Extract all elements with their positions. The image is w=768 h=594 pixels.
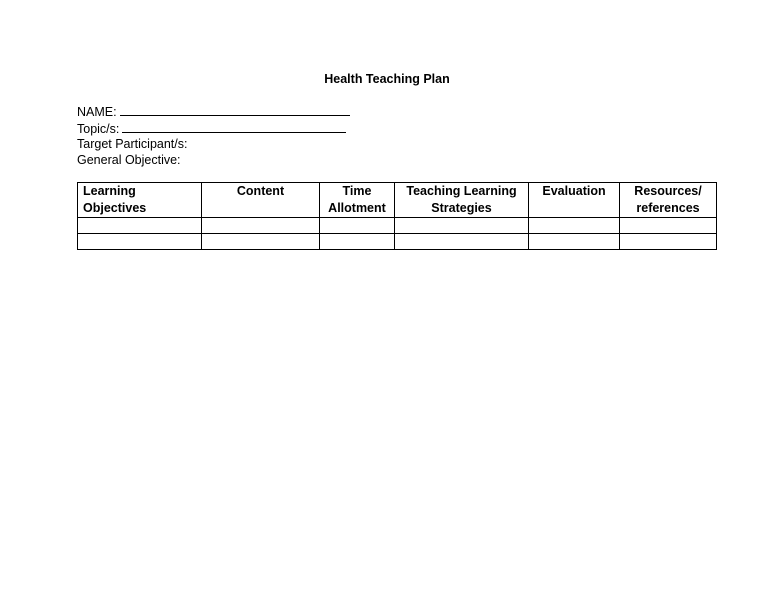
table-row [78,218,717,234]
header-evaluation [529,183,620,218]
name-blank-line[interactable] [120,103,350,116]
header-teaching-learning-strategies-line2: Strategies [431,201,492,215]
table-cell[interactable] [395,234,529,250]
general-objective-label: General Objective: [77,153,181,167]
table-row [78,234,717,250]
teaching-plan-table [77,182,717,250]
header-learning-objectives [78,183,202,218]
table-cell[interactable] [202,234,320,250]
table-cell[interactable] [395,218,529,234]
header-time-allotment-line2: Allotment [328,201,386,215]
table-cell[interactable] [620,234,717,250]
header-teaching-learning-strategies [395,183,529,218]
general-objective-field [77,152,181,168]
table-header-row [78,183,717,218]
target-participant-field [77,136,187,152]
header-resources-references [620,183,717,218]
table-cell[interactable] [529,234,620,250]
header-time-allotment-line1: Time [342,184,372,198]
topic-field [77,120,346,137]
table-cell[interactable] [529,218,620,234]
table-cell[interactable] [78,218,202,234]
name-field [77,103,350,120]
table-cell[interactable] [620,218,717,234]
header-learning-objectives-line1: Learning Objectives [83,184,147,215]
topic-label: Topic/s: [77,122,120,136]
header-evaluation-line1: Evaluation [542,184,606,198]
name-label: NAME: [77,105,117,119]
header-content [202,183,320,218]
topic-blank-line[interactable] [122,120,346,133]
table-cell[interactable] [320,218,395,234]
header-content-line1: Content [236,184,285,198]
document-title: Health Teaching Plan [324,72,450,86]
table-cell[interactable] [320,234,395,250]
target-participant-label: Target Participant/s: [77,137,188,151]
table-cell[interactable] [78,234,202,250]
header-time-allotment [320,183,395,218]
header-teaching-learning-strategies-line1: Teaching Learning [406,184,517,198]
table-cell[interactable] [202,218,320,234]
header-resources-references-line2: references [636,201,700,215]
header-resources-references-line1: Resources/ [634,184,702,198]
